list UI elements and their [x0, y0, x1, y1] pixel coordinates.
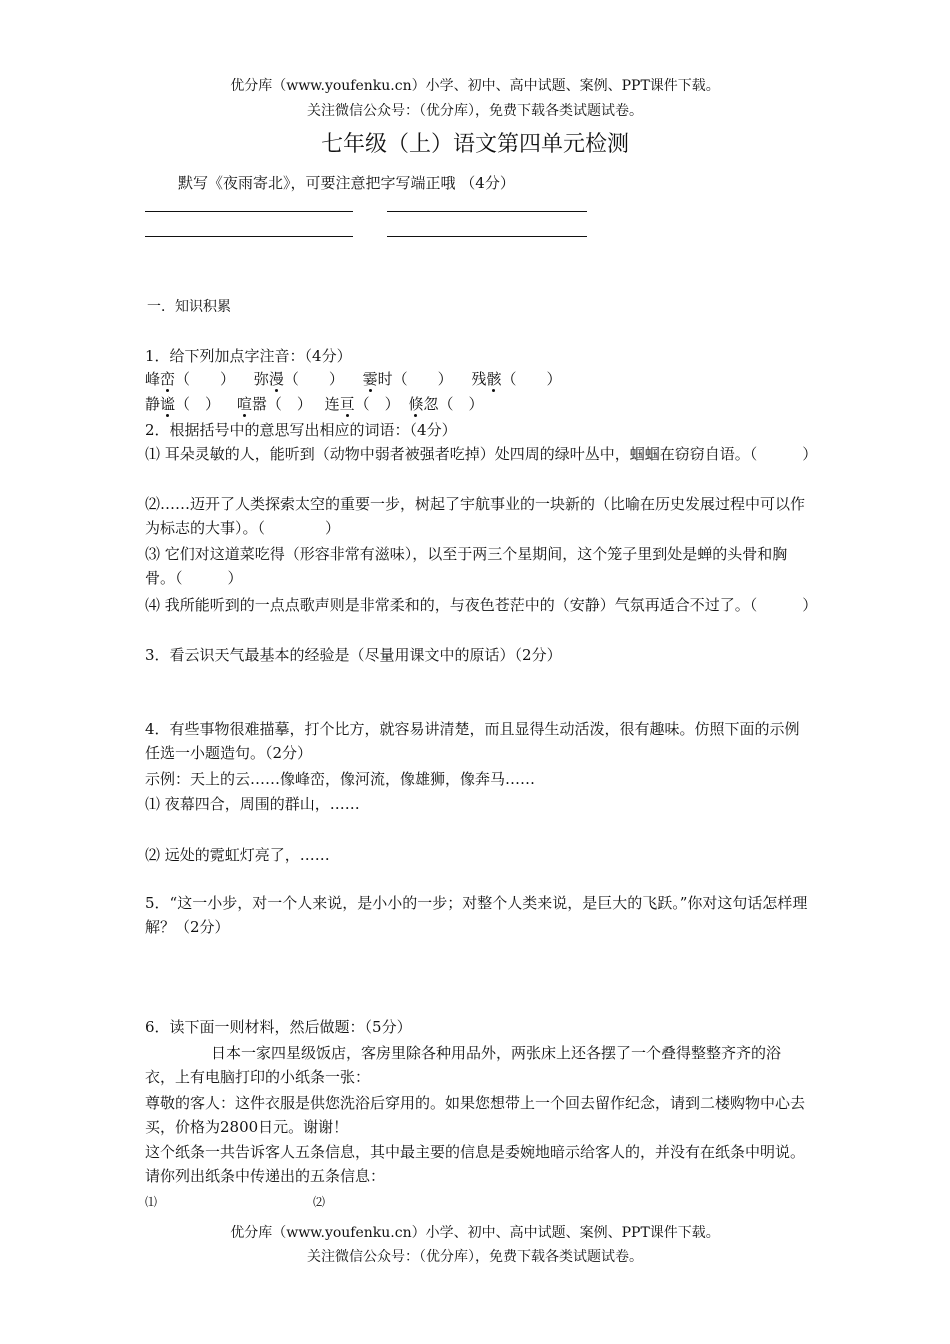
pinyin-row-1 — [145, 368, 562, 389]
question-2-item-2: ⑵……迈开了人类探索太空的重要一步，树起了宇航事业的一块新的（比喻在历史发展过程中可以作为标志的大事）。（ ） — [145, 495, 806, 537]
answer-line-2[interactable] — [387, 211, 587, 212]
question-3: 3．看云识天气最基本的经验是（尽量用课文中的原话）（2分） — [145, 646, 562, 664]
question-6-instruction: 这个纸条一共告诉客人五条信息，其中最主要的信息是委婉地暗示给客人的，并没有在纸条中明说。请你列出纸条中传递出的五条信息： — [145, 1143, 806, 1185]
answer-line-3[interactable] — [145, 236, 353, 237]
question-6-answer-2[interactable]: ⑵ — [313, 1195, 326, 1209]
footer-line-1: 优分库（www.youfenku.cn）小学、初中、高中试题、案例、PPT课件下载。 — [230, 1225, 720, 1241]
question-6-note: 尊敬的客人：这件衣服是供您洗浴后穿用的。如果您想带上一个回去留作纪念，请到二楼购物中心去买，价格为2800日元。谢谢！ — [145, 1094, 806, 1136]
pinyin-item: 残骸（ ） — [471, 370, 562, 388]
question-4-example: 示例：天上的云……像峰峦，像河流，像雄狮，像奔马…… — [145, 770, 536, 788]
question-4-item-2: ⑵ 远处的霓虹灯亮了，…… — [145, 846, 330, 864]
pinyin-item: 霎时（ ） — [362, 370, 453, 388]
dictation-prompt: 默写《夜雨寄北》，可要注意把字写端正哦 （4分） — [178, 174, 515, 192]
pinyin-item: 峰峦（ ） — [145, 370, 236, 388]
question-5: 5．“这一小步，对一个人来说，是小小的一步；对整个人类来说，是巨大的飞跃。”你对这句话怎样理解？（2分） — [145, 894, 808, 936]
header-line-2: 关注微信公众号：（优分库），免费下载各类试题试卷。 — [307, 103, 643, 119]
pinyin-item: 静谧（ ） — [145, 395, 221, 413]
pinyin-item: 喧嚣（ ） — [236, 395, 312, 413]
question-2-item-1: ⑴ 耳朵灵敏的人，能听到（动物中弱者被强者吃掉）处四周的绿叶丛中，蝈蝈在窃窃自语。（ ） — [145, 445, 818, 463]
answer-line-1[interactable] — [145, 211, 353, 212]
question-6: 6．读下面一则材料，然后做题：（5分） — [145, 1018, 412, 1036]
question-2-item-3: ⑶ 它们对这道菜吃得（形容非常有滋味），以至于两三个星期间，这个笼子里到处是蝉的头骨和胸骨。（ ） — [145, 545, 788, 587]
question-2-item-4: ⑷ 我所能听到的一点点歌声则是非常柔和的，与夜色苍茫中的（安静）气氛再适合不过了。（ ） — [145, 596, 818, 614]
pinyin-item: 连亘（ ） — [324, 395, 400, 413]
question-4: 4．有些事物很难描摹，打个比方，就容易讲清楚，而且显得生动活泼，很有趣味。仿照下面的示例任选一小题造句。（2分） — [145, 720, 800, 762]
question-6-material: 日本一家四星级饭店，客房里除各种用品外，两张床上还各摆了一个叠得整整齐齐的浴衣，上有电脑打印的小纸条一张： — [145, 1044, 782, 1086]
section-heading: 一．知识积累 — [147, 299, 231, 315]
footer-line-2: 关注微信公众号：（优分库），免费下载各类试题试卷。 — [307, 1249, 643, 1265]
question-2: 2．根据括号中的意思写出相应的词语：（4分） — [145, 421, 457, 439]
question-4-item-1: ⑴ 夜幕四合，周围的群山，…… — [145, 795, 360, 813]
question-1: 1．给下列加点字注音：（4分） — [145, 347, 352, 365]
header-line-1: 优分库（www.youfenku.cn）小学、初中、高中试题、案例、PPT课件下载。 — [230, 78, 720, 94]
pinyin-item: 倏忽（ ） — [408, 395, 484, 413]
question-6-answer-1[interactable]: ⑴ — [145, 1195, 158, 1209]
page-title: 七年级（上）语文第四单元检测 — [320, 132, 629, 157]
pinyin-item: 弥漫（ ） — [253, 370, 344, 388]
pinyin-row-2 — [145, 393, 484, 414]
answer-line-4[interactable] — [387, 236, 587, 237]
